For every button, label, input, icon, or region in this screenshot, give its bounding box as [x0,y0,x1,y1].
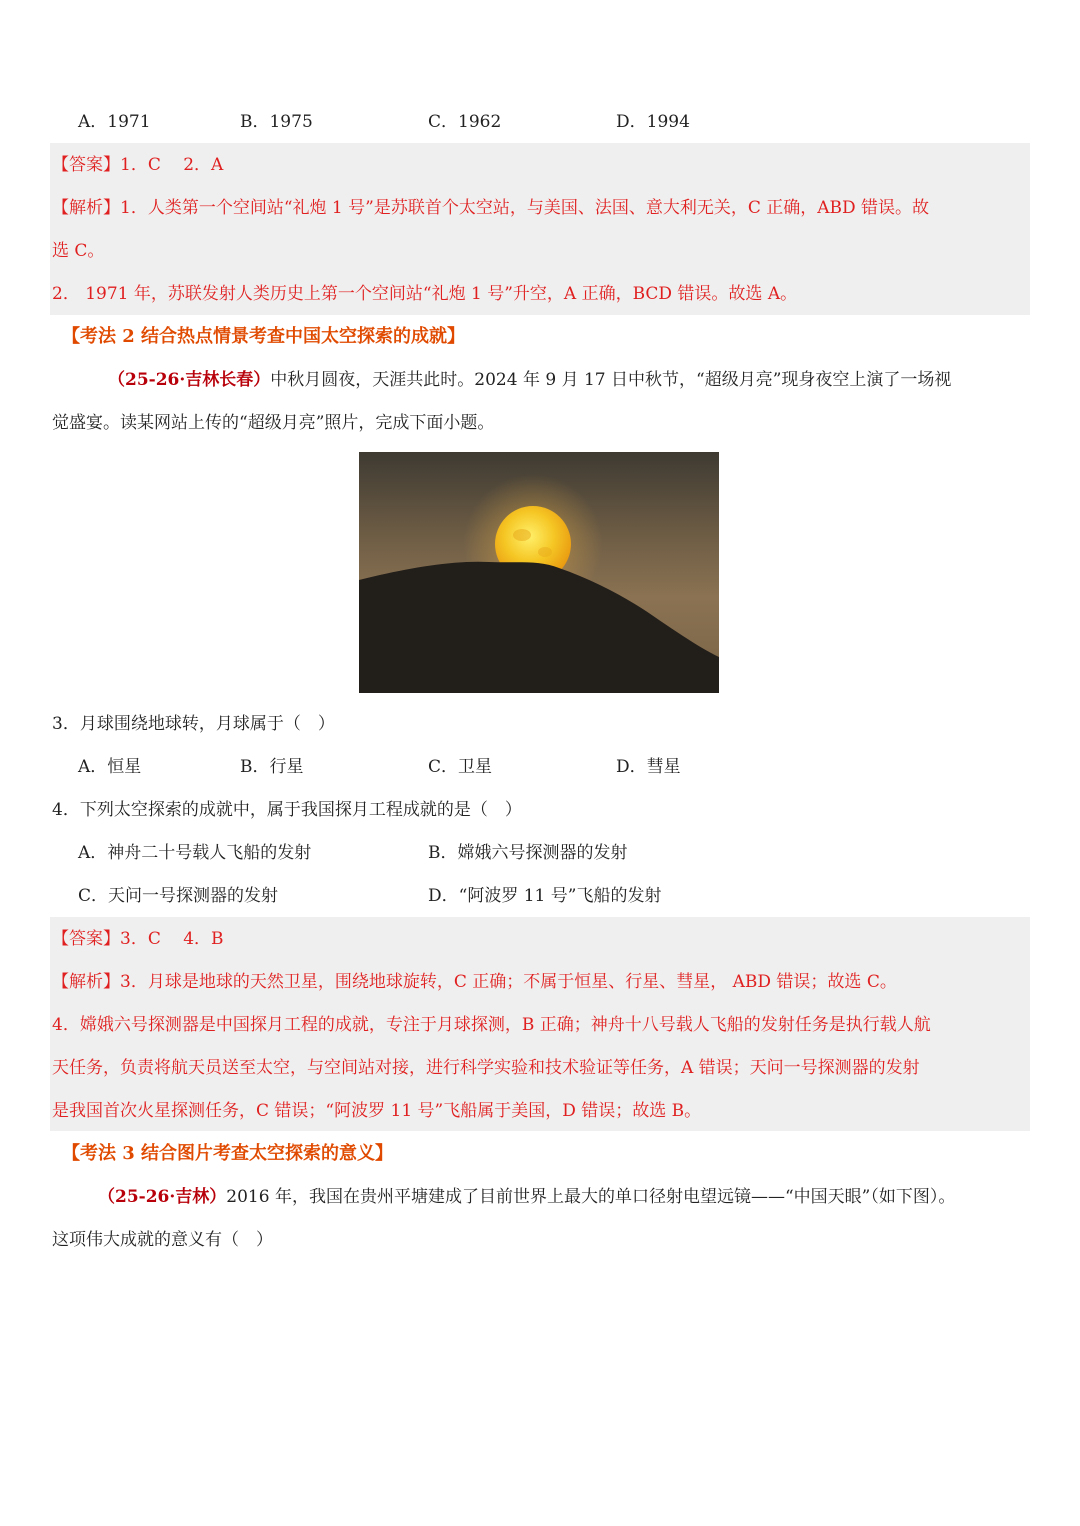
q3-option-a: A．恒星 [78,757,142,777]
stem-text: 2016 年，我国在贵州平塘建成了目前世界上最大的单口径射电望远镜——“中国天眼”（如下图）。 [226,1187,956,1207]
analysis2-line-1 [52,972,897,992]
option-c: C．1962 [428,112,502,132]
question-stem-2-line-1 [108,370,951,390]
analysis-text: 1．人类第一个空间站“礼炮 1 号”是苏联首个太空站，与美国、法国、意大利无关，C 正确，ABD 错误。故 [120,198,930,218]
analysis2-line-4: 是我国首次火星探测任务，C 错误；“阿波罗 11 号”飞船属于美国，D 错误；故选 B。 [52,1101,702,1121]
q4-option-c: C．天问一号探测器的发射 [78,886,279,906]
answer-line-2 [52,929,224,949]
moon-crater [538,547,552,557]
analysis-label: 【解析】 [52,972,120,992]
question-4-stem: 4．下列太空探索的成就中，属于我国探月工程成就的是（ ） [52,800,522,820]
analysis-text: 3．月球是地球的天然卫星，围绕地球旋转，C 正确；不属于恒星、行星、彗星， ABD 错误；故选 C。 [120,972,897,992]
method-3-title: 【考法 3 结合图片考查太空探索的意义】 [62,1143,394,1164]
super-moon-illustration [359,452,719,693]
question-source: （25-26·吉林长春） [108,370,271,390]
question-stem-3-line-1 [98,1187,955,1207]
q3-option-c: C．卫星 [428,757,493,777]
q4-option-a: A．神舟二十号载人飞船的发射 [78,843,312,863]
analysis-line-1 [52,198,929,218]
option-d: D．1994 [616,112,690,132]
mountain-silhouette [359,562,719,693]
answer-label: 【答案】 [52,929,120,949]
q3-option-b: B．行星 [240,757,304,777]
option-a: A．1971 [78,112,151,132]
question-stem-3-line-2: 这项伟大成就的意义有（ ） [52,1230,273,1250]
super-moon-photo [359,452,719,693]
answer-line-1 [52,155,223,175]
q4-option-b: B．嫦娥六号探测器的发射 [428,843,628,863]
moon-crater [513,529,531,541]
option-b: B．1975 [240,112,313,132]
q3-option-d: D．彗星 [616,757,681,777]
question-3-stem: 3．月球围绕地球转，月球属于（ ） [52,714,335,734]
analysis-line-3: 2． 1971 年，苏联发射人类历史上第一个空间站“礼炮 1 号”升空，A 正确，BCD 错误。故选 A。 [52,284,798,304]
q4-option-d: D．“阿波罗 11 号”飞船的发射 [428,886,662,906]
stem-text: 中秋月圆夜，天涯共此时。2024 年 9 月 17 日中秋节，“超级月亮”现身夜空上演了一场视 [270,370,952,390]
answer-label: 【答案】 [52,155,120,175]
method-2-title: 【考法 2 结合热点情景考查中国太空探索的成就】 [62,326,466,347]
analysis2-line-2: 4．嫦娥六号探测器是中国探月工程的成就，专注于月球探测，B 正确；神舟十八号载人飞船的发射任务是执行载人航 [52,1015,931,1035]
analysis-line-2: 选 C。 [52,241,105,261]
question-source: （25-26·吉林） [98,1187,227,1207]
answer-text: 3．C 4．B [120,929,224,949]
analysis2-line-3: 天任务，负责将航天员送至太空，与空间站对接，进行科学实验和技术验证等任务，A 错误；天问一号探测器的发射 [52,1058,920,1078]
analysis-label: 【解析】 [52,198,120,218]
answer-text: 1．C 2．A [120,155,224,175]
question-stem-2-line-2: 觉盛宴。读某网站上传的“超级月亮”照片，完成下面小题。 [52,413,495,433]
